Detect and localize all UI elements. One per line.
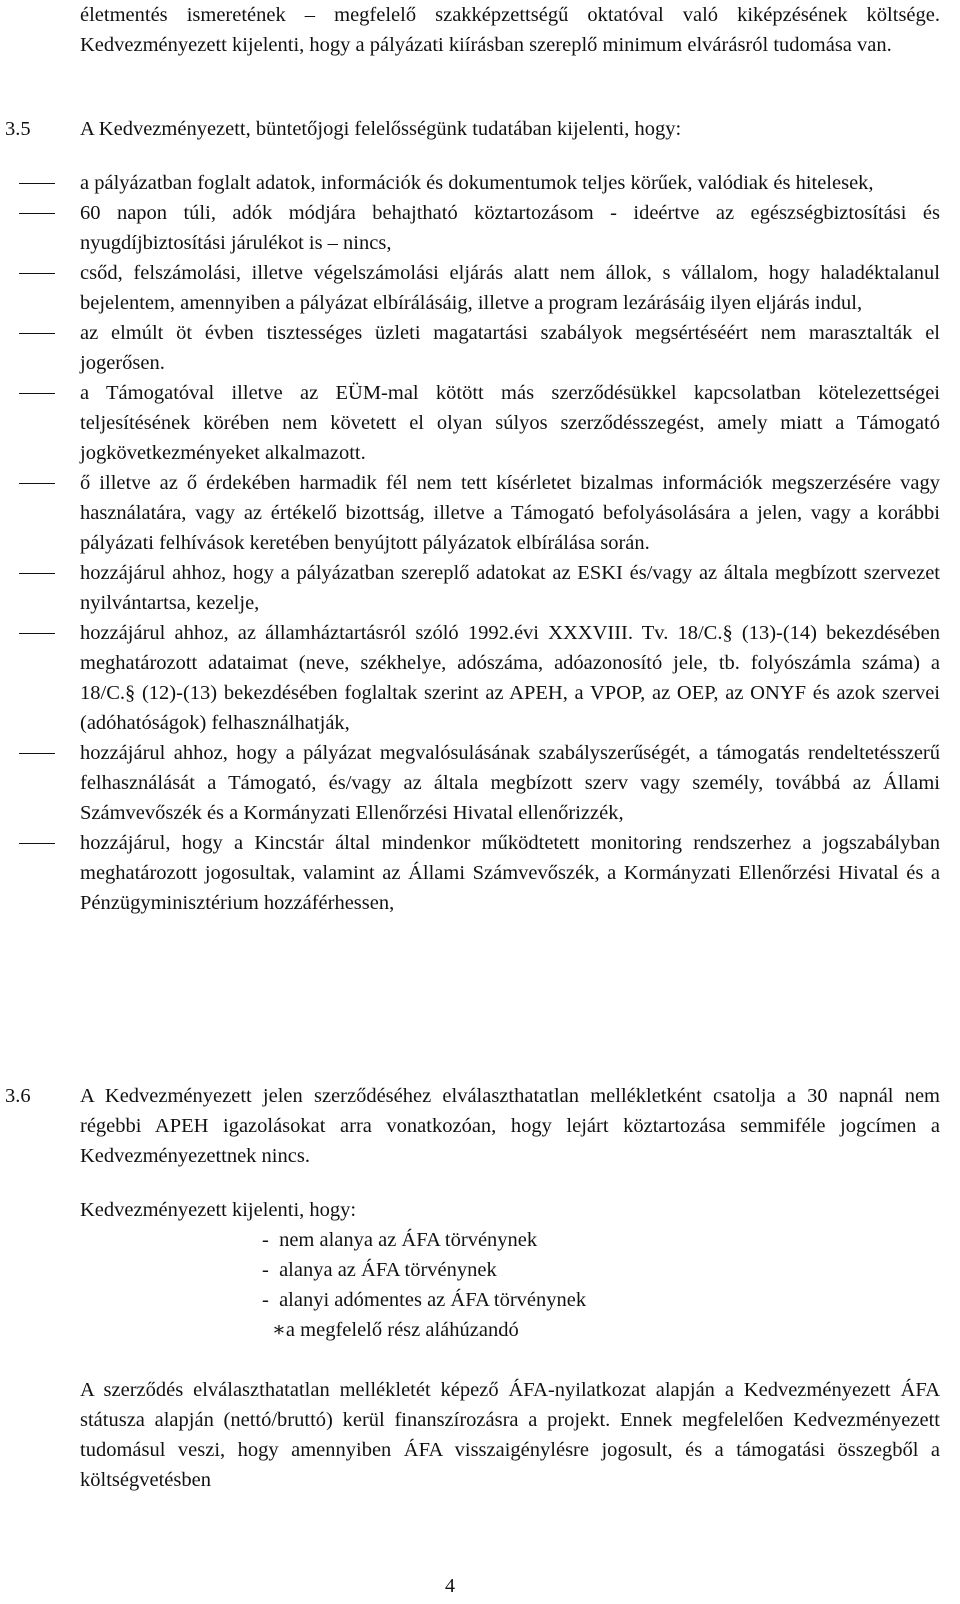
declaration-list	[0, 168, 960, 918]
dash-bullet-icon	[19, 843, 55, 844]
dash-bullet-icon	[19, 753, 55, 754]
list-item-text: hozzájárul ahhoz, hogy a pályázatban szereplő adatokat az ESKI és/vagy az általa megbízott szervezet nyilvántartsa, kezelje,	[80, 562, 940, 614]
vat-statement	[80, 1195, 780, 1345]
list-item	[0, 318, 940, 378]
list-item-text: hozzájárul ahhoz, az államháztartásról szóló 1992.évi XXXVIII. Tv. 18/C.§ (13)-(14) bekezdésében meghatározott adataimat (neve, székhelye, adószáma, adóazonosító jele, tb. folyószámla száma) a 18/C.§ (12)-(13) bekezdésében foglaltak szerint az APEH, a VPOP, az OEP, az ONYF és azok szervei (adóhatóságok) felhasználhatják,	[80, 622, 940, 734]
list-item-text: 60 napon túli, adók módjára behajtható köztartozásom - ideértve az egészségbiztosítási és nyugdíjbiztosítási járulékot is – nincs,	[80, 202, 940, 254]
list-item-text: az elmúlt öt évben tisztességes üzleti magatartási szabályok megsértéséért nem marasztalták el jogerősen.	[80, 322, 940, 374]
closing-paragraph: A szerződés elválaszthatatlan mellékletét képező ÁFA-nyilatkozat alapján a Kedvezményezett ÁFA státusza alapján (nettó/bruttó) kerül finanszírozásra a projekt. Ennek megfelelően Kedvezményezett tudomásul veszi, hogy amennyiben ÁFA visszaigénylésre jogosult, és a támogatási összegből a költségvetésben	[80, 1379, 940, 1491]
dash-bullet-icon	[19, 183, 55, 184]
dash-bullet-icon	[19, 333, 55, 334]
list-item	[0, 198, 940, 258]
list-item-text: a pályázatban foglalt adatok, információk és dokumentumok teljes körűek, valódiak és hitelesek,	[80, 172, 874, 194]
section-3-6-number: 3.6	[5, 1085, 31, 1107]
list-item-text: csőd, felszámolási, illetve végelszámolási eljárás alatt nem állok, s vállalom, hogy haladéktalanul bejelentem, amennyiben a pályázat elbírálásáig, illetve a program lezárásáig ilyen eljárás indul,	[80, 262, 940, 314]
underline-footnote: ∗a megfelelő rész aláhúzandó	[272, 1319, 519, 1341]
dash-bullet-icon	[19, 573, 55, 574]
dash-bullet-icon	[19, 213, 55, 214]
list-item-text: hozzájárul ahhoz, hogy a pályázat megvalósulásának szabályszerűségét, a támogatás rendeltetésszerű felhasználását a Támogató, és/vagy az általa megbízott szerv vagy személy, továbbá az Állami Számvevőszék és a Kormányzati Ellenőrzési Hivatal ellenőrizzék,	[80, 742, 940, 824]
dash-bullet-icon	[19, 273, 55, 274]
list-item	[0, 258, 940, 318]
intro-paragraph: életmentés ismeretének – megfelelő szakképzettségű oktatóval való kiképzésének költsége. Kedvezményezett kijelenti, hogy a pályázati kiírásban szereplő minimum elvárásról tudomása van.	[80, 4, 940, 56]
list-item	[0, 618, 940, 738]
dash-bullet-icon	[19, 393, 55, 394]
list-item-text: a Támogatóval illetve az EÜM-mal kötött más szerződésükkel kapcsolatban kötelezettségei teljesítésének körében nem követett el olyan súlyos szerződésszegést, amely miatt a Támogató jogkövetkezményeket alkalmazott.	[80, 382, 940, 464]
section-3-5-heading: A Kedvezményezett, büntetőjogi felelősségünk tudatában kijelenti, hogy:	[80, 118, 682, 140]
list-item	[0, 828, 940, 918]
section-3-5-number: 3.5	[5, 118, 31, 140]
vat-statement-intro: Kedvezményezett kijelenti, hogy:	[80, 1199, 357, 1221]
vat-options-list	[262, 1225, 780, 1315]
list-item-text: ő illetve az ő érdekében harmadik fél nem tett kísérletet bizalmas információk megszerzésére vagy használatára, vagy az értékelő bizottság, illetve a Támogató befolyásolására a jelen, vagy a korábbi pályázati felhívások keretében benyújtott pályázatok elbírálása során.	[80, 472, 940, 554]
list-item	[0, 468, 940, 558]
page-number: 4	[445, 1575, 455, 1597]
dash-bullet-icon	[19, 483, 55, 484]
list-item	[0, 558, 940, 618]
dash-bullet-icon	[19, 633, 55, 634]
list-item-text: hozzájárul, hogy a Kincstár által mindenkor működtetett monitoring rendszerhez a jogszabályban meghatározott jogosultak, valamint az Állami Számvevőszék, a Kormányzati Ellenőrzési Hivatal és a Pénzügyminisztérium hozzáférhessen,	[80, 832, 940, 914]
vat-option: - nem alanya az ÁFA törvénynek	[262, 1229, 538, 1251]
list-item	[0, 738, 940, 828]
list-item	[0, 168, 940, 198]
section-3-6-text: A Kedvezményezett jelen szerződéséhez elválaszthatatlan mellékletként csatolja a 30 napnál nem régebbi APEH igazolásokat arra vonatkozóan, hogy lejárt köztartozása semmiféle jogcímen a Kedvezményezettnek nincs.	[80, 1085, 940, 1167]
vat-option: - alanyi adómentes az ÁFA törvénynek	[262, 1289, 587, 1311]
vat-option: - alanya az ÁFA törvénynek	[262, 1259, 497, 1281]
list-item	[0, 378, 940, 468]
